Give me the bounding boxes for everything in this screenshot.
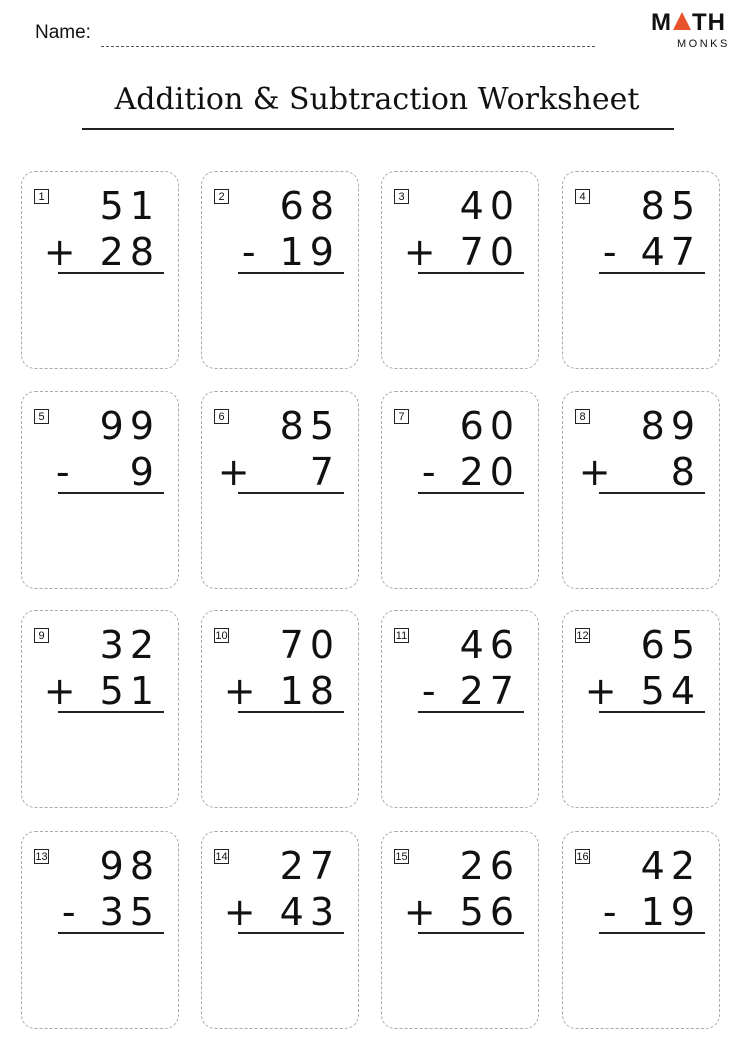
name-row: [35, 22, 595, 52]
problem-card: [562, 831, 720, 1029]
answer-line: [599, 272, 705, 274]
answer-area[interactable]: [222, 721, 340, 791]
problem-number: 8: [575, 409, 590, 424]
top-operand: 60: [459, 404, 520, 448]
problem-card: [21, 391, 179, 589]
problem-number: 9: [34, 628, 49, 643]
top-operand: 65: [640, 623, 701, 667]
problem-card: [201, 610, 359, 808]
problem-card: [381, 610, 539, 808]
top-operand: 68: [279, 184, 340, 228]
problem-number: 1: [34, 189, 49, 204]
problem-card: [201, 391, 359, 589]
top-operand: 85: [640, 184, 701, 228]
problem-card: [562, 610, 720, 808]
problem-card: [201, 171, 359, 369]
name-input-line[interactable]: [101, 46, 595, 47]
bottom-operand: - 27: [421, 669, 520, 713]
bottom-operand: + 51: [43, 669, 160, 713]
answer-area[interactable]: [42, 502, 160, 572]
worksheet-title: Addition & Subtraction Worksheet: [114, 82, 640, 117]
bottom-operand: + 28: [43, 230, 160, 274]
bottom-operand: - 9: [55, 450, 160, 494]
answer-line: [238, 932, 344, 934]
answer-line: [58, 492, 164, 494]
answer-line: [599, 932, 705, 934]
problem-number: 4: [575, 189, 590, 204]
problem-card: [562, 391, 720, 589]
answer-line: [238, 711, 344, 713]
answer-area[interactable]: [583, 502, 701, 572]
problem-number: 3: [394, 189, 409, 204]
top-operand: 70: [279, 623, 340, 667]
bottom-operand: + 70: [403, 230, 520, 274]
problem-number: 10: [215, 630, 228, 642]
answer-area[interactable]: [42, 721, 160, 791]
problem-number: 14: [215, 851, 228, 863]
logo-text-right: TH: [692, 9, 726, 36]
problem-card: [381, 171, 539, 369]
answer-line: [418, 711, 524, 713]
bottom-operand: - 20: [421, 450, 520, 494]
problem-number: 12: [576, 630, 589, 642]
logo-main: [651, 10, 726, 36]
top-operand: 27: [279, 844, 340, 888]
top-operand: 40: [459, 184, 520, 228]
logo-text-left: M: [651, 9, 672, 36]
answer-area[interactable]: [402, 942, 520, 1012]
top-operand: 32: [99, 623, 160, 667]
answer-area[interactable]: [222, 942, 340, 1012]
bottom-operand: + 56: [403, 890, 520, 934]
answer-area[interactable]: [583, 942, 701, 1012]
problem-number: 5: [34, 409, 49, 424]
answer-area[interactable]: [402, 502, 520, 572]
problem-card: [201, 831, 359, 1029]
answer-line: [58, 272, 164, 274]
top-operand: 46: [459, 623, 520, 667]
problem-card: [381, 391, 539, 589]
bottom-operand: + 18: [223, 669, 340, 713]
top-operand: 26: [459, 844, 520, 888]
problem-number: 7: [394, 409, 409, 424]
answer-area[interactable]: [222, 282, 340, 352]
bottom-operand: - 19: [602, 890, 701, 934]
bottom-operand: + 54: [584, 669, 701, 713]
answer-line: [418, 932, 524, 934]
bottom-operand: - 35: [61, 890, 160, 934]
answer-area[interactable]: [402, 282, 520, 352]
top-operand: 98: [99, 844, 160, 888]
math-monks-logo: [651, 10, 731, 50]
top-operand: 89: [640, 404, 701, 448]
problem-card: [21, 831, 179, 1029]
answer-area[interactable]: [402, 721, 520, 791]
bottom-operand: + 7: [217, 450, 340, 494]
answer-line: [599, 492, 705, 494]
top-operand: 42: [640, 844, 701, 888]
answer-area[interactable]: [583, 721, 701, 791]
problem-number: 16: [576, 851, 589, 863]
bottom-operand: - 19: [241, 230, 340, 274]
bottom-operand: + 43: [223, 890, 340, 934]
answer-line: [238, 272, 344, 274]
top-operand: 51: [99, 184, 160, 228]
answer-line: [58, 932, 164, 934]
answer-line: [599, 711, 705, 713]
answer-line: [238, 492, 344, 494]
triangle-icon: [673, 12, 691, 30]
answer-area[interactable]: [42, 942, 160, 1012]
problem-number: 11: [395, 630, 408, 642]
answer-line: [418, 272, 524, 274]
top-operand: 85: [279, 404, 340, 448]
problem-number: 2: [214, 189, 229, 204]
answer-area[interactable]: [42, 282, 160, 352]
problem-number: 6: [214, 409, 229, 424]
problem-card: [21, 171, 179, 369]
answer-area[interactable]: [222, 502, 340, 572]
logo-sub: MONKS: [677, 38, 730, 50]
answer-line: [58, 711, 164, 713]
problem-number: 15: [395, 851, 408, 863]
problem-card: [562, 171, 720, 369]
bottom-operand: - 47: [602, 230, 701, 274]
top-operand: 99: [99, 404, 160, 448]
name-label: Name:: [35, 22, 91, 43]
answer-area[interactable]: [583, 282, 701, 352]
answer-line: [418, 492, 524, 494]
bottom-operand: + 8: [578, 450, 701, 494]
problem-card: [21, 610, 179, 808]
title-underline: [82, 128, 674, 130]
problem-number: 13: [35, 851, 48, 863]
problem-card: [381, 831, 539, 1029]
